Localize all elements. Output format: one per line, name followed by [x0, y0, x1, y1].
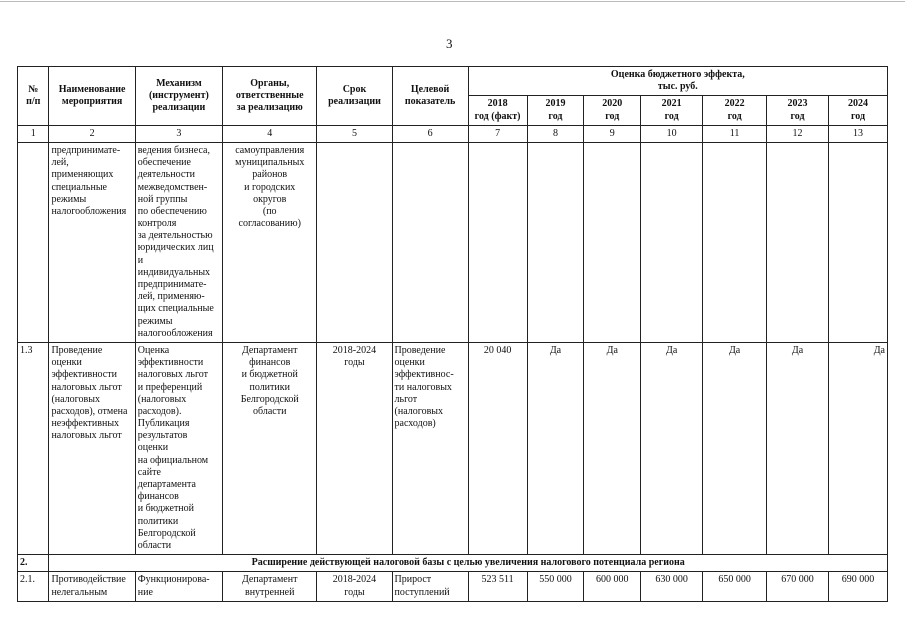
col-number: 1 [18, 125, 49, 142]
header-year-2021: 2021 год [641, 96, 703, 125]
header-num: № п/п [18, 67, 49, 126]
header-year-2019: 2019 год [527, 96, 584, 125]
column-numbers-row [18, 125, 888, 142]
budget-effect-table [17, 66, 888, 602]
col-number: 3 [135, 125, 222, 142]
page-top-edge [0, 1, 905, 2]
table-row-1-3 [18, 342, 888, 554]
col-number: 5 [317, 125, 392, 142]
header-target: Целевой показатель [392, 67, 468, 126]
cell-mechanism: ведения бизнеса, обеспечение деятельности межведомствен- ной группы по обеспечению контроля за деятельностью юридических лиц и индивидуальных предпринимате- лей, применяю- щих специальные режимы налогообложения [135, 142, 222, 342]
cell-value-2023: 670 000 [767, 572, 829, 601]
cell-value [767, 142, 829, 342]
cell-name: Проведение оценки эффективности налоговых льгот (налоговых расходов), отмена неэффективных налоговых льгот [49, 342, 135, 554]
header-year-2018: 2018 год (факт) [468, 96, 527, 125]
cell-num [18, 142, 49, 342]
header-name: Наименование мероприятия [49, 67, 135, 126]
header-term: Срок реализации [317, 67, 392, 126]
cell-target [392, 142, 468, 342]
col-number: 2 [49, 125, 135, 142]
table-row-continuation [18, 142, 888, 342]
col-number: 4 [223, 125, 317, 142]
cell-value-2024: Да [829, 342, 888, 554]
col-number: 8 [527, 125, 584, 142]
cell-value-2022: Да [703, 342, 767, 554]
cell-value-2019: Да [527, 342, 584, 554]
header-year-2020: 2020 год [584, 96, 641, 125]
cell-value-2024: 690 000 [829, 572, 888, 601]
header-year-2023: 2023 год [767, 96, 829, 125]
cell-value-2021: 630 000 [641, 572, 703, 601]
header-bodies: Органы, ответственные за реализацию [223, 67, 317, 126]
col-number: 10 [641, 125, 703, 142]
table-row-2-1 [18, 572, 888, 601]
cell-value-2019: 550 000 [527, 572, 584, 601]
cell-bodies: Департамент внутренней [223, 572, 317, 601]
cell-value [703, 142, 767, 342]
cell-target: Прирост поступлений [392, 572, 468, 601]
cell-value [468, 142, 527, 342]
header-mechanism: Механизм (инструмент) реализации [135, 67, 222, 126]
section-row-2 [18, 555, 888, 572]
cell-value [829, 142, 888, 342]
header-year-2022: 2022 год [703, 96, 767, 125]
cell-value-2021: Да [641, 342, 703, 554]
cell-value-2023: Да [767, 342, 829, 554]
cell-name: предпринимате- лей, применяющих специальные режимы налогообложения [49, 142, 135, 342]
cell-term: 2018-2024 годы [317, 342, 392, 554]
cell-value-2022: 650 000 [703, 572, 767, 601]
col-number: 13 [829, 125, 888, 142]
cell-value-2020: Да [584, 342, 641, 554]
section-title: Расширение действующей налоговой базы с целью увеличения налогового потенциала региона [49, 555, 888, 572]
page-number: 3 [446, 36, 453, 51]
cell-name: Противодействие нелегальным [49, 572, 135, 601]
header-year-2024: 2024 год [829, 96, 888, 125]
header-budget-effect: Оценка бюджетного эффекта, тыс. руб. [468, 67, 887, 96]
cell-target: Проведение оценки эффективнос- ти налоговых льгот (налоговых расходов) [392, 342, 468, 554]
cell-value-2020: 600 000 [584, 572, 641, 601]
section-num: 2. [18, 555, 49, 572]
cell-num: 1.3 [18, 342, 49, 554]
col-number: 7 [468, 125, 527, 142]
cell-term: 2018-2024 годы [317, 572, 392, 601]
cell-num: 2.1. [18, 572, 49, 601]
col-number: 11 [703, 125, 767, 142]
cell-term [317, 142, 392, 342]
cell-bodies: Департамент финансов и бюджетной политики Белгородской области [223, 342, 317, 554]
cell-mechanism: Функционирова- ние [135, 572, 222, 601]
cell-value [584, 142, 641, 342]
cell-mechanism: Оценка эффективности налоговых льгот и преференций (налоговых расходов). Публикация результатов оценки на официальном сайте департамента финансов и бюджетной политики Белгородской области [135, 342, 222, 554]
col-number: 6 [392, 125, 468, 142]
cell-value [527, 142, 584, 342]
col-number: 9 [584, 125, 641, 142]
cell-value-2018: 20 040 [468, 342, 527, 554]
cell-value-2018: 523 511 [468, 572, 527, 601]
cell-value [641, 142, 703, 342]
col-number: 12 [767, 125, 829, 142]
cell-bodies: самоуправления муниципальных районов и городских округов (по согласованию) [223, 142, 317, 342]
